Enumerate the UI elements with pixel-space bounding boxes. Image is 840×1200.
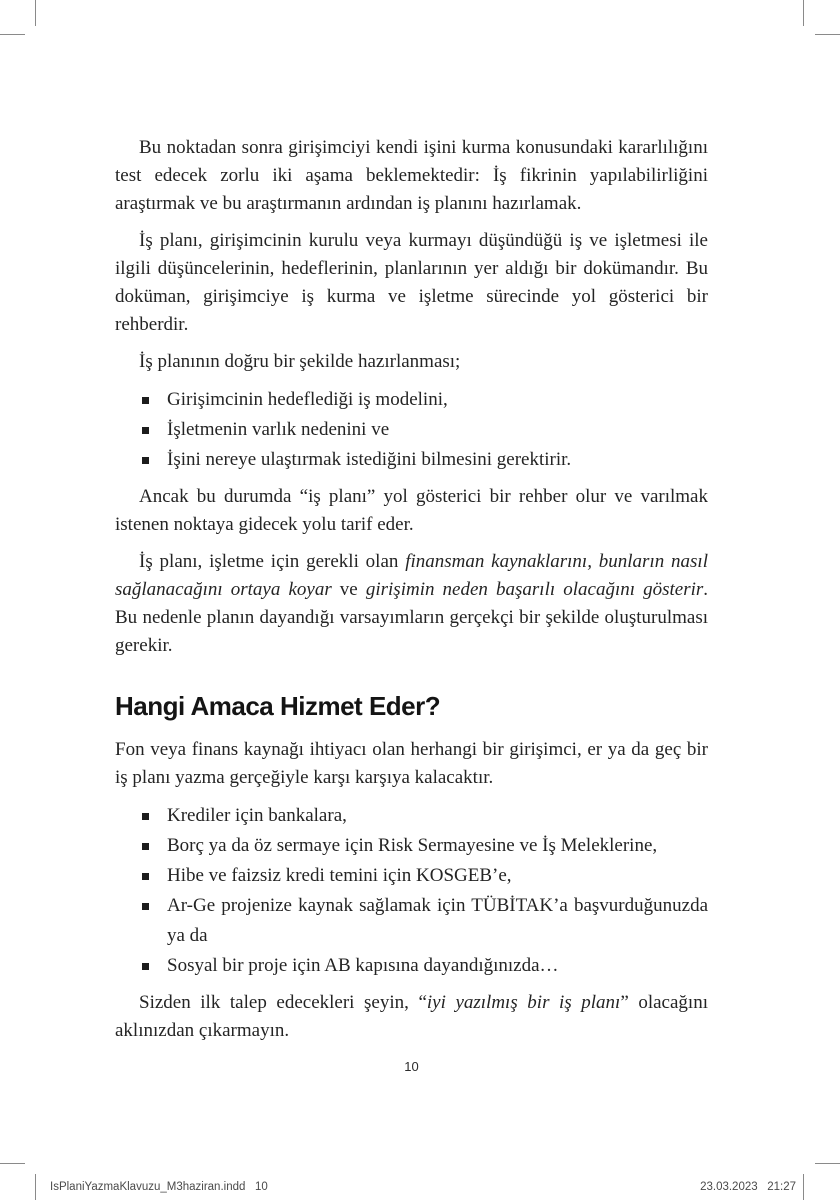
paragraph-financing bbox=[115, 548, 708, 660]
list-item bbox=[115, 891, 708, 951]
paragraph-list-lead-in: İş planının doğru bir şekilde hazırlanması; bbox=[139, 351, 461, 372]
square-bullet-icon bbox=[142, 873, 149, 880]
print-slug-filename: IsPlaniYazmaKlavuzu_M3haziran.indd 10 bbox=[50, 1181, 268, 1193]
text-run: ve bbox=[331, 579, 366, 600]
text-run-italic: iyi yazılmış bir iş planı bbox=[426, 992, 621, 1013]
list-item bbox=[115, 951, 708, 981]
list-item bbox=[115, 385, 708, 415]
crop-mark-bottom-left-horizontal bbox=[0, 1163, 25, 1164]
list-item bbox=[115, 801, 708, 831]
section-heading: Hangi Amaca Hizmet Eder? bbox=[115, 691, 441, 721]
bullet-list-funding-sources bbox=[115, 801, 708, 981]
square-bullet-icon bbox=[142, 397, 149, 404]
square-bullet-icon bbox=[142, 963, 149, 970]
list-item bbox=[115, 831, 708, 861]
paragraph-intro: Bu noktadan sonra girişimciyi kendi işini kurma konusundaki kararlılığını test edecek zorlu iki aşama beklemektedir: İş fikrinin yapılabilirliğini araştırmak ve bu araştırmanın ardından iş planını hazırlamak. bbox=[115, 137, 708, 214]
list-item-label: Girişimcinin hedeflediği iş modelini, bbox=[167, 389, 448, 410]
bullet-list-plan-requirements bbox=[115, 385, 708, 475]
crop-mark-top-right-vertical bbox=[803, 0, 804, 26]
list-item-label: İşletmenin varlık nedenini ve bbox=[167, 419, 390, 440]
list-item-label: İşini nereye ulaştırmak istediğini bilmesini gerektirir. bbox=[167, 449, 572, 470]
page-number: 10 bbox=[404, 1059, 419, 1074]
square-bullet-icon bbox=[142, 457, 149, 464]
crop-mark-bottom-right-horizontal bbox=[815, 1163, 840, 1164]
square-bullet-icon bbox=[142, 813, 149, 820]
crop-mark-bottom-left-vertical bbox=[35, 1174, 36, 1200]
list-item bbox=[115, 445, 708, 475]
text-run-italic: finansman kaynaklarını, bunların nasıl sağlanacağını ortaya koyar bbox=[115, 551, 708, 600]
square-bullet-icon bbox=[142, 903, 149, 910]
text-run: İş planı, işletme için gerekli olan bbox=[139, 551, 406, 572]
crop-mark-bottom-right-vertical bbox=[803, 1174, 804, 1200]
list-item bbox=[115, 415, 708, 445]
list-item-label: Ar-Ge projenize kaynak sağlamak için TÜBİTAK’a başvurduğunuzda ya da bbox=[167, 895, 708, 946]
text-run: . Bu nedenle planın dayandığı varsayımların gerçekçi bir şekilde oluşturulması gerekir. bbox=[115, 579, 709, 656]
list-item-label: Krediler için bankalara, bbox=[167, 805, 347, 826]
text-column bbox=[115, 134, 708, 1074]
square-bullet-icon bbox=[142, 427, 149, 434]
crop-mark-top-left-horizontal bbox=[0, 34, 25, 35]
square-bullet-icon bbox=[142, 843, 149, 850]
crop-mark-top-right-horizontal bbox=[815, 34, 840, 35]
crop-mark-top-left-vertical bbox=[35, 0, 36, 26]
paragraph-guide: Ancak bu durumda “iş planı” yol gösterici bir rehber olur ve varılmak istenen noktaya gidecek yolu tarif eder. bbox=[115, 486, 708, 535]
paragraph-closing bbox=[115, 989, 708, 1045]
print-slug-timestamp: 23.03.2023 21:27 bbox=[700, 1181, 796, 1193]
text-run: Sizden ilk talep edecekleri şeyin, “ bbox=[139, 992, 427, 1013]
list-item-label: Hibe ve faizsiz kredi temini için KOSGEB’e, bbox=[167, 865, 512, 886]
paragraph-business-plan-definition: İş planı, girişimcinin kurulu veya kurmayı düşündüğü iş ve işletmesi ile ilgili düşüncelerinin, hedeflerinin, planlarının yer aldığı bir dokümandır. Bu doküman, girişimciye iş kurma ve işletme sürecinde yol gösterici bir rehberdir. bbox=[115, 230, 708, 335]
paragraph-funding-need: Fon veya finans kaynağı ihtiyacı olan herhangi bir girişimci, er ya da geç bir iş planı yazma gerçeğiyle karşı karşıya kalacaktır. bbox=[115, 739, 708, 788]
list-item-label: Sosyal bir proje için AB kapısına dayandığınızda… bbox=[167, 955, 559, 976]
text-run-italic: girişimin neden başarılı olacağını gösterir bbox=[365, 579, 704, 600]
text-run: ” olacağını aklınızdan çıkarmayın. bbox=[115, 992, 708, 1041]
list-item bbox=[115, 861, 708, 891]
list-item-label: Borç ya da öz sermaye için Risk Sermayesine ve İş Meleklerine, bbox=[167, 835, 658, 856]
